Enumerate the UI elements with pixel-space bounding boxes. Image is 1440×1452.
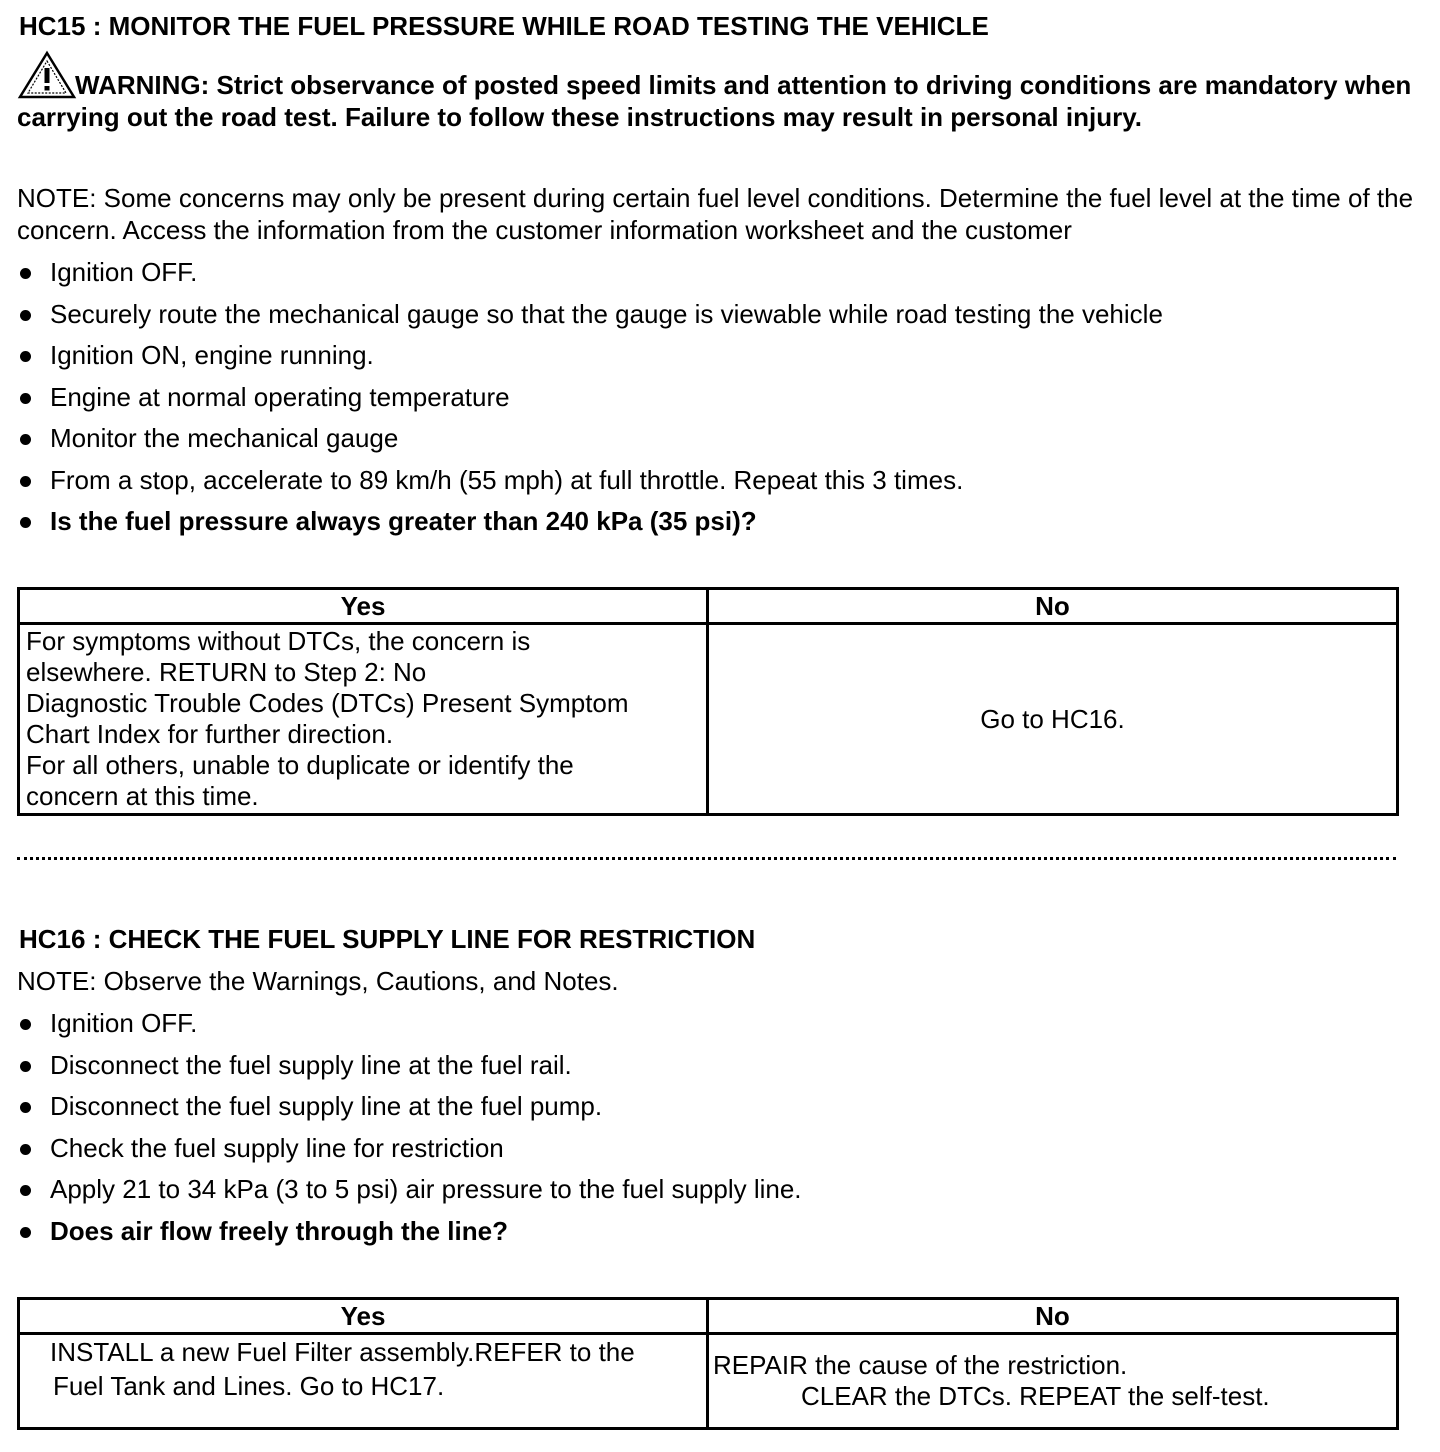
no-text: Go to HC16. <box>980 703 1125 734</box>
yes-line: INSTALL a new Fuel Filter assembly.REFER to the <box>50 1337 635 1367</box>
hc15-result-table <box>17 587 1399 816</box>
no-line: REPAIR the cause of the restriction. <box>713 1350 1128 1380</box>
hc15-warning <box>17 50 1417 133</box>
step-text: Ignition ON, engine running. <box>50 340 374 370</box>
yes-line: Diagnostic Trouble Codes (DTCs) Present Symptom <box>26 688 629 718</box>
bullet-icon <box>20 476 31 487</box>
yes-line: concern at this time. <box>26 781 259 811</box>
yes-cell <box>19 624 708 815</box>
bullet-icon <box>20 1185 31 1196</box>
no-cell <box>708 624 1398 815</box>
section-divider <box>17 857 1396 860</box>
hc16-title: HC16 : CHECK THE FUEL SUPPLY LINE FOR RESTRICTION <box>19 924 756 954</box>
bullet-icon <box>20 1019 31 1030</box>
yes-line: For symptoms without DTCs, the concern is <box>26 626 531 656</box>
hc15-question <box>0 505 1420 547</box>
no-header: No <box>708 589 1398 624</box>
hc15-warning-text: WARNING: Strict observance of posted speed limits and attention to driving conditions are mandatory when carrying out the road test. Failure to follow these instructions may result in personal injury. <box>17 70 1412 132</box>
list-item <box>0 339 1420 381</box>
step-text: Ignition OFF. <box>50 1008 198 1038</box>
yes-header: Yes <box>19 589 708 624</box>
question-text: Is the fuel pressure always greater than 240 kPa (35 psi)? <box>50 506 757 536</box>
step-text: Check the fuel supply line for restriction <box>50 1132 504 1163</box>
yes-line: Fuel Tank and Lines. Go to HC17. <box>53 1371 445 1401</box>
bullet-icon <box>20 1144 31 1155</box>
hc16-question <box>0 1215 1420 1257</box>
hc16-result-table <box>17 1297 1399 1430</box>
bullet-icon <box>20 351 31 362</box>
list-item <box>0 422 1420 464</box>
step-text: From a stop, accelerate to 89 km/h (55 mph) at full throttle. Repeat this 3 times. <box>50 464 964 495</box>
step-text: Ignition OFF. <box>50 257 198 287</box>
no-line: CLEAR the DTCs. REPEAT the self-test. <box>801 1381 1270 1411</box>
bullet-icon <box>20 393 31 404</box>
hc15-title: HC15 : MONITOR THE FUEL PRESSURE WHILE ROAD TESTING THE VEHICLE <box>19 11 989 41</box>
warning-triangle-icon <box>17 50 77 100</box>
step-text: Apply 21 to 34 kPa (3 to 5 psi) air pressure to the fuel supply line. <box>50 1174 802 1204</box>
list-item <box>0 1049 1420 1091</box>
step-text: Disconnect the fuel supply line at the fuel pump. <box>50 1091 603 1121</box>
step-text: Securely route the mechanical gauge so that the gauge is viewable while road testing the vehicle <box>50 298 1163 329</box>
hc16-step-list <box>0 1007 1420 1256</box>
list-item <box>0 1173 1420 1215</box>
bullet-icon <box>20 268 31 279</box>
list-item <box>0 298 1420 340</box>
list-item <box>0 1132 1420 1174</box>
yes-line: For all others, unable to duplicate or identify the <box>26 750 574 780</box>
step-text: Disconnect the fuel supply line at the fuel rail. <box>50 1049 572 1080</box>
yes-header: Yes <box>19 1299 708 1334</box>
step-text: Engine at normal operating temperature <box>50 381 510 412</box>
bullet-icon <box>20 310 31 321</box>
bullet-icon <box>20 1102 31 1113</box>
yes-line: Chart Index for further direction. <box>26 719 394 749</box>
step-text: Monitor the mechanical gauge <box>50 423 399 453</box>
bullet-icon <box>20 434 31 445</box>
bullet-icon <box>20 1227 31 1238</box>
no-header: No <box>708 1299 1398 1334</box>
bullet-icon <box>20 517 31 528</box>
yes-cell <box>19 1334 708 1429</box>
hc16-note: NOTE: Observe the Warnings, Cautions, and Notes. <box>17 966 619 996</box>
hc15-note: NOTE: Some concerns may only be present during certain fuel level conditions. Determine the fuel level at the time of the concern. Access the information from the customer information worksheet and the customer <box>17 183 1414 245</box>
hc15-step-list <box>0 256 1420 547</box>
list-item <box>0 1090 1420 1132</box>
question-text: Does air flow freely through the line? <box>50 1215 508 1246</box>
list-item <box>0 464 1420 506</box>
list-item <box>0 381 1420 423</box>
no-cell <box>708 1334 1398 1429</box>
list-item <box>0 1007 1420 1049</box>
list-item <box>0 256 1420 298</box>
bullet-icon <box>20 1061 31 1072</box>
yes-line: elsewhere. RETURN to Step 2: No <box>26 657 427 687</box>
